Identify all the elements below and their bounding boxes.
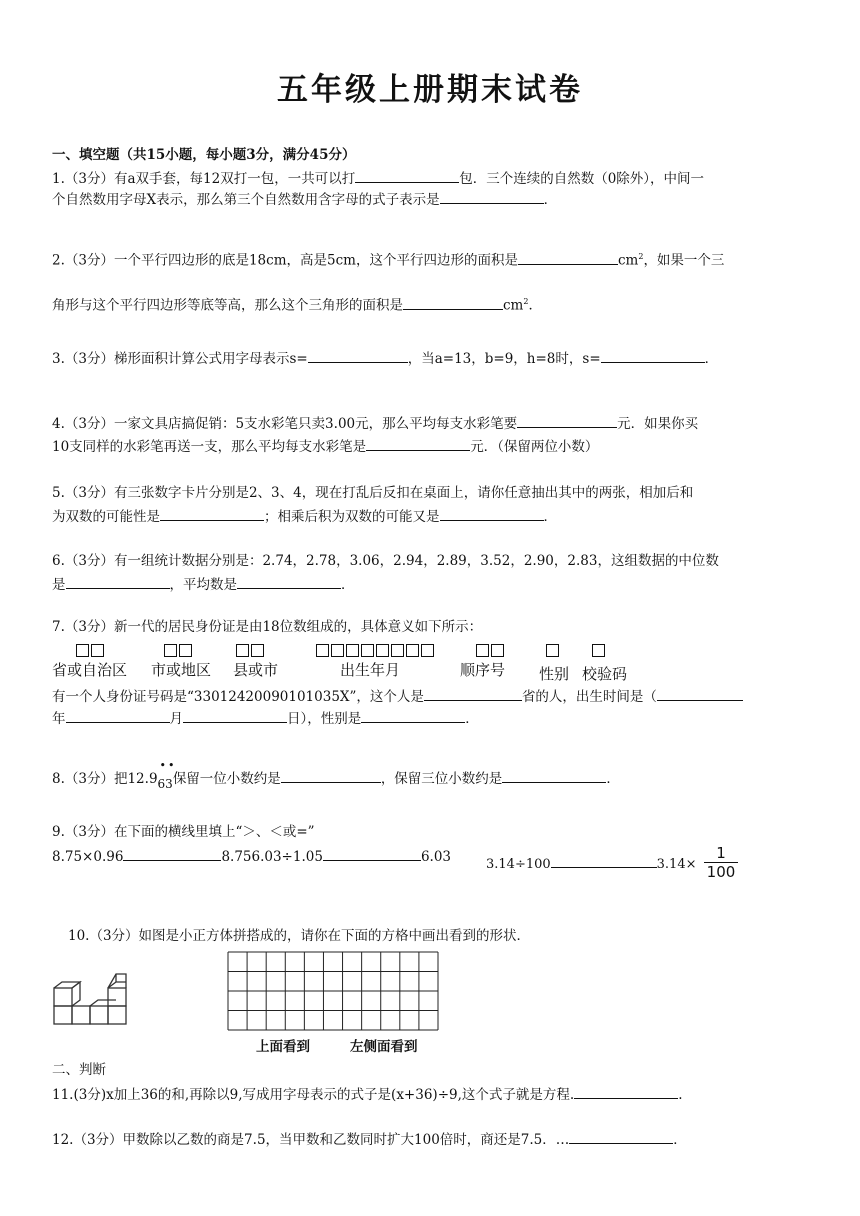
q8-text-c: ，保留三位小数约是 xyxy=(380,771,503,787)
q2-sup-2: 2 xyxy=(523,297,529,306)
q9-fraction-denominator: 100 xyxy=(706,863,736,881)
q4-text-a: 4.（3分）一家文具店搞促销：5支水彩笔只卖3.00元，那么平均每支水彩笔要 xyxy=(52,416,518,432)
q6-blank-1[interactable] xyxy=(66,574,170,589)
q3-text-a: 3.（3分）梯形面积计算公式用字母表示s= xyxy=(52,351,308,367)
q2-unit-1: cm xyxy=(617,252,639,269)
q7-blank-month[interactable] xyxy=(66,708,170,723)
id-boxes-county xyxy=(236,640,266,654)
q3-blank-2[interactable] xyxy=(601,348,705,363)
q7-text-b: 有一个人身份证号码是“33012420090101035X”，这个人是 xyxy=(52,689,424,705)
question-12 xyxy=(52,1129,687,1150)
q5-text-c: ；相乘后积为双数的可能又是 xyxy=(264,509,440,525)
q6-blank-2[interactable] xyxy=(237,574,341,589)
id-label-province: 省或自治区 xyxy=(52,661,128,679)
q9-fraction xyxy=(704,844,738,881)
q6-text-d: ． xyxy=(341,577,355,593)
question-7-line-3 xyxy=(52,708,479,729)
q7-blank-year[interactable] xyxy=(657,686,743,701)
id-label-city: 市或地区 xyxy=(151,661,212,679)
question-10 xyxy=(68,926,530,946)
q1-text-b: 包．三个连续的自然数（0除外），中间一 xyxy=(459,171,705,187)
q11-text-a: 11.(3分)x加上36的和,再除以9,写成用字母表示的式子是(x+36)÷9,这个式子就是方程. xyxy=(52,1087,575,1103)
question-3 xyxy=(52,348,718,369)
section-judge-heading: 二、判断 xyxy=(52,1062,106,1078)
question-1-line-1 xyxy=(52,168,704,189)
q4-text-b: 元．如果你买 xyxy=(617,416,699,432)
q3-text-b: ，当a=13，b=9，h=8时，s= xyxy=(407,351,601,367)
q8-blank-2[interactable] xyxy=(502,768,606,783)
q7-text-c: 省的人，出生时间是（ xyxy=(521,689,657,705)
q2-blank-1[interactable] xyxy=(518,250,618,265)
id-label-check: 校验码 xyxy=(582,665,628,683)
q2-text-b: ，如果一个三 xyxy=(643,252,725,269)
id-box-gender xyxy=(546,640,561,654)
q3-text-c: ． xyxy=(704,351,719,367)
question-5-line-2 xyxy=(52,506,557,527)
question-9-line-1 xyxy=(52,822,315,842)
q12-blank[interactable] xyxy=(569,1129,673,1144)
question-2-line-2 xyxy=(52,292,542,316)
q8-text-b: 保留一位小数约是 xyxy=(172,771,281,787)
q7-text-a: 7.（3分）新一代的居民身份证是由18位数组成的，具体意义如下所示： xyxy=(52,619,483,635)
q1-text-a: 1.（3分）有a双手套，每12双打一包，一共可以打 xyxy=(52,171,356,187)
q4-text-c: 10支同样的水彩笔再送一支，那么平均每支水彩笔是 xyxy=(52,439,367,455)
q9-expr-4: 3.14÷100 xyxy=(486,857,551,872)
question-9-expr-4 xyxy=(486,853,697,875)
q2-text-a: 2.（3分）一个平行四边形的底是18cm，高是5cm，这个平行四边形的面积是 xyxy=(52,252,518,269)
q5-blank-2[interactable] xyxy=(440,506,544,521)
page-title: 五年级上册期末试卷 xyxy=(277,72,583,108)
id-label-county: 县或市 xyxy=(233,661,279,679)
q6-text-c: ，平均数是 xyxy=(169,577,237,593)
q12-text-b: ． xyxy=(673,1132,687,1148)
q2-blank-2[interactable] xyxy=(403,295,503,310)
q9-blank-2[interactable] xyxy=(323,846,421,861)
q2-unit-2: cm xyxy=(503,297,524,314)
q9-fraction-numerator: 1 xyxy=(704,844,738,863)
q9-expr-3: 6.03 xyxy=(420,849,451,865)
q11-text-b: . xyxy=(678,1087,683,1103)
question-9-line-2 xyxy=(52,846,451,867)
q9-expr-1: 8.75×0.96 xyxy=(52,849,124,865)
q5-blank-1[interactable] xyxy=(160,506,264,521)
question-4-line-1 xyxy=(52,413,698,434)
question-7-line-1 xyxy=(52,617,482,637)
q6-text-b: 是 xyxy=(52,577,66,593)
section-fill-blank-heading: 一、填空题（共15小题，每小题3分，满分45分） xyxy=(52,147,356,163)
q9-blank-1[interactable] xyxy=(123,846,221,861)
question-7-line-2 xyxy=(52,686,743,707)
id-label-birth: 出生年月 xyxy=(340,661,401,679)
id-boxes-city xyxy=(164,640,194,654)
q1-blank-1[interactable] xyxy=(355,168,459,183)
q2-end: ． xyxy=(528,297,542,314)
q8-text-a: 8.（3分）把12.9 xyxy=(52,771,158,787)
q9-expr-5: 3.14× xyxy=(656,857,697,872)
id-boxes-sequence xyxy=(476,640,506,654)
id-box-check xyxy=(592,640,607,654)
q5-text-b: 为双数的可能性是 xyxy=(52,509,160,525)
cube-stack-figure xyxy=(50,970,130,1030)
id-label-sequence: 顺序号 xyxy=(460,661,506,679)
q1-blank-2[interactable] xyxy=(440,189,544,204)
q9-expr-2: 8.756.03÷1.05 xyxy=(221,849,323,865)
q7-blank-gender[interactable] xyxy=(361,708,465,723)
q2-sup-1: 2 xyxy=(638,252,644,261)
q1-text-c: 个自然数用字母X表示，那么第三个自然数用含字母的式子表示是 xyxy=(52,192,440,208)
question-5-line-1 xyxy=(52,483,693,503)
q1-text-d: ． xyxy=(543,192,558,208)
q4-blank-1[interactable] xyxy=(517,413,617,428)
q7-text-e: 月 xyxy=(169,711,183,727)
id-label-gender: 性别 xyxy=(539,665,570,683)
q4-text-d: 元．（保留两位小数） xyxy=(470,439,599,455)
q8-text-d: ． xyxy=(606,771,620,787)
q12-text-a: 12.（3分）甲数除以乙数的商是7.5，当甲数和乙数同时扩大100倍时，商还是7.5．… xyxy=(52,1132,570,1148)
id-boxes-birth xyxy=(316,640,436,654)
question-6-line-2 xyxy=(52,574,355,595)
drawing-grid[interactable] xyxy=(227,951,439,1031)
id-boxes-province xyxy=(76,640,106,654)
q7-blank-day[interactable] xyxy=(183,708,287,723)
q5-text-a: 5.（3分）有三张数字卡片分别是2、3、4，现在打乱后反扣在桌面上，请你任意抽出其中的两张，相加后和 xyxy=(52,485,694,501)
q9-blank-3[interactable] xyxy=(551,853,657,868)
question-1-line-2 xyxy=(52,189,557,210)
question-2-line-1 xyxy=(52,247,724,271)
repeat-dots-icon: •• xyxy=(159,759,177,772)
q9-text-a: 9.（3分）在下面的横线里填上“＞、＜或=” xyxy=(52,824,315,840)
question-4-line-2 xyxy=(52,436,598,457)
question-8 xyxy=(52,759,620,791)
q7-text-d: 年 xyxy=(52,711,66,727)
q4-blank-2[interactable] xyxy=(366,436,470,451)
question-11 xyxy=(52,1084,682,1105)
q3-blank-1[interactable] xyxy=(308,348,408,363)
q6-text-a: 6.（3分）有一组统计数据分别是：2.74，2.78，3.06，2.94，2.89，3.52，2.90，2.83，这组数据的中位数 xyxy=(52,553,719,569)
q8-repeating-decimal: •• 63 xyxy=(158,769,173,789)
q5-text-d: ． xyxy=(543,509,557,525)
q7-text-g: ． xyxy=(465,711,479,727)
question-6-line-1 xyxy=(52,551,719,571)
q11-blank[interactable] xyxy=(574,1084,678,1099)
q7-blank-province[interactable] xyxy=(424,686,522,701)
grid-label-top-view: 上面看到 xyxy=(256,1039,310,1055)
q2-text-c: 角形与这个平行四边形等底等高，那么这个三角形的面积是 xyxy=(52,297,403,314)
grid-label-left-view: 左侧面看到 xyxy=(350,1039,418,1055)
q7-text-f: 日），性别是 xyxy=(287,711,362,727)
q8-blank-1[interactable] xyxy=(281,768,381,783)
q10-text-a: 10.（3分）如图是小正方体拼搭成的，请你在下面的方格中画出看到的形状． xyxy=(68,928,531,944)
